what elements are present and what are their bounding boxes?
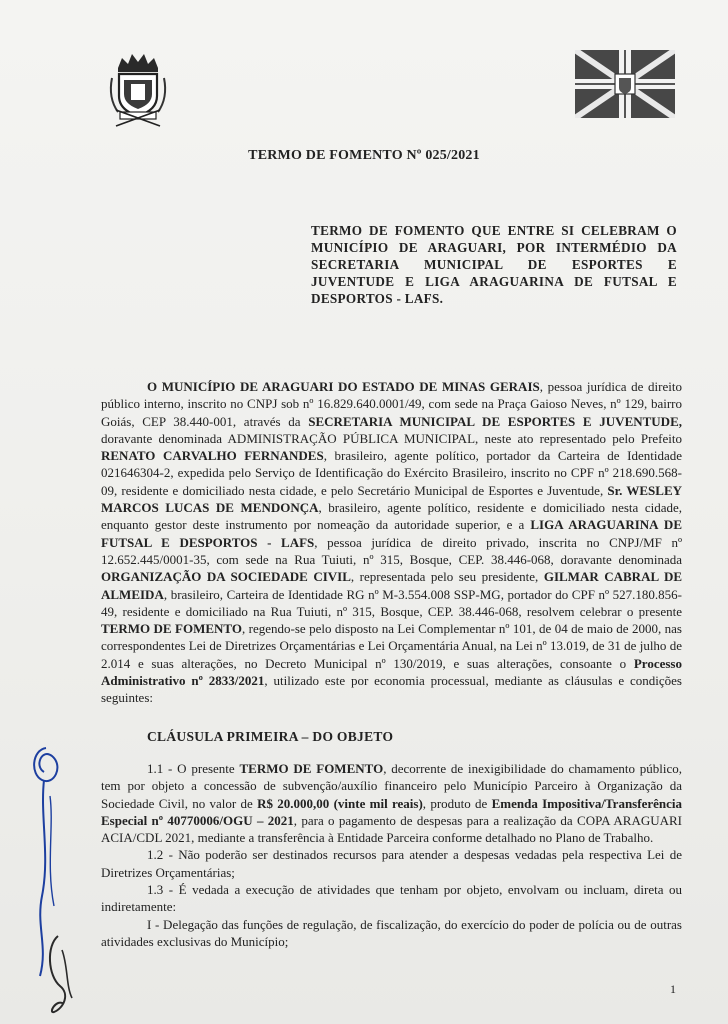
term-label: TERMO DE FOMENTO [101,621,242,637]
preamble-text: , brasileiro, agente político, residente e domiciliado nesta cidade, enquanto gestor deste instrumento por nomeação da autoridade superior, e a [101,500,682,533]
clause-item-1-3: 1.3 - É vedada a execução de atividades que tenham por objeto, envolvam ou incluam, direta ou indiretamente: [101,882,682,915]
secretary-name: Sr. WESLEY MARCOS LUCAS DE MENDONÇA [101,482,682,516]
coat-of-arms-icon [104,48,172,128]
clause-item-I: I - Delegação das funções de regulação, de fiscalização, do exercício do poder de polícia ou de outras atividades exclusivas do Município; [101,916,682,949]
preamble-text: , pessoa jurídica de direito privado, inscrita no CNPJ/MF nº 12.652.445/0001-35, com sede na Rua Tuiuti, nº 315, Bosque, CEP. 38.446-068, doravante denominada [101,534,682,567]
secretariat-name: SECRETARIA MUNICIPAL DE ESPORTES E JUVENTUDE, [308,413,682,429]
preamble-text: , pessoa jurídica de direito público interno, inscrito no CNPJ sob nº 16.829.640.0001/49, com sede na Praça Gaioso Neves, nº 129, bairro Goiás, CEP 38.440-001, através da [101,379,682,429]
clause-item-1-2: 1.2 - Não poderão ser destinados recursos para atender a despesas vedadas pela respectiva Lei de Diretrizes Orçamentárias; [101,847,682,880]
preamble-text: , brasileiro, agente político, portador da Carteira de Identidade 021646304-2, expedida pelo Serviço de Identificação do Exército Brasileiro, inscrito no CPF nº 218.690.568-09, residente e domiciliado nesta cidade, e pelo Secretário Municipal de Esportes e Juventude, [101,448,682,498]
clause-title: CLÁUSULA PRIMEIRA – DO OBJETO [147,728,394,744]
document-title: TERMO DE FOMENTO Nº 025/2021 [248,148,480,163]
preamble-text: , utilizado este por economia processual, mediante as cláusulas e condições seguintes: [101,673,682,706]
grant-amount: R$ 20.000,00 (vinte mil reais) [257,795,423,811]
signature-icon [24,736,84,1022]
clause-text: , para o pagamento de despesas para a realização da COPA ARAGUARI ACIA/CDL 2021, mediante a transferência à Entidade Parceira conforme detalhado no Plano de Trabalho. [101,812,683,846]
mayor-name: RENATO CARVALHO FERNANDES [101,448,324,464]
process-number: Processo Administrativo nº 2833/2021 [101,655,682,689]
preamble-text: , regendo-se pelo disposto na Lei Complementar nº 101, de 04 de maio de 2000, nas correspondentes Lei de Diretrizes Orçamentárias e Lei Orçamentária Anual, na Lei nº 13.019, de 31 de julho de 2.014 e suas alterações, no Decreto Municipal nº 130/2019, e suas alterações, consoante o [101,621,682,671]
league-name: LIGA ARAGUARINA DE FUTSAL E DESPORTOS - LAFS [101,517,682,550]
clause-text: , produto de [422,795,492,811]
preamble-text: doravante denominada ADMINISTRAÇÃO PÚBLICA MUNICIPAL, neste ato representado pelo Prefeito [101,430,682,446]
clause-text: , decorrente de inexigibilidade do chamamento público, tem por objeto a concessão de subvenção/auxílio financeiro pelo Município Parceiro à Organização da Sociedade Civil, no valor de [101,760,682,811]
page-number: 1 [670,982,676,996]
clause-text: 1.1 - O presente [147,760,240,776]
term-label: TERMO DE FOMENTO [239,760,384,776]
municipality-name: O MUNICÍPIO DE ARAGUARI DO ESTADO DE MINAS GERAIS [147,379,540,394]
amendment-reference: Emenda Impositiva/Transferência Especial nº 40770006/OGU – 2021 [101,795,682,828]
president-name: GILMAR CABRAL DE ALMEIDA [101,569,682,602]
preamble-paragraph [101,378,682,707]
document-summary: TERMO DE FOMENTO QUE ENTRE SI CELEBRAM O MUNICÍPIO DE ARAGUARI, POR INTERMÉDIO DA SECRETARIA MUNICIPAL DE ESPORTES E JUVENTUDE E LIGA ARAGUARINA DE FUTSAL E DESPORTOS - LAFS. [311,223,677,306]
osc-label: ORGANIZAÇÃO DA SOCIEDADE CIVIL [101,569,351,585]
clause-item-1-1 [101,760,682,846]
municipal-flag-icon [575,50,675,118]
document-body [101,378,682,950]
preamble-text: , representada pelo seu presidente, [350,569,544,585]
preamble-text: , brasileiro, Carteira de Identidade RG nº M-3.554.008 SSP-MG, portador do CPF nº 527.180.856-49, residente e domiciliado na Rua Tuiuti, nº 315, Bosque, CEP. 38.446-068, resolvem celebrar o presente [101,586,682,619]
